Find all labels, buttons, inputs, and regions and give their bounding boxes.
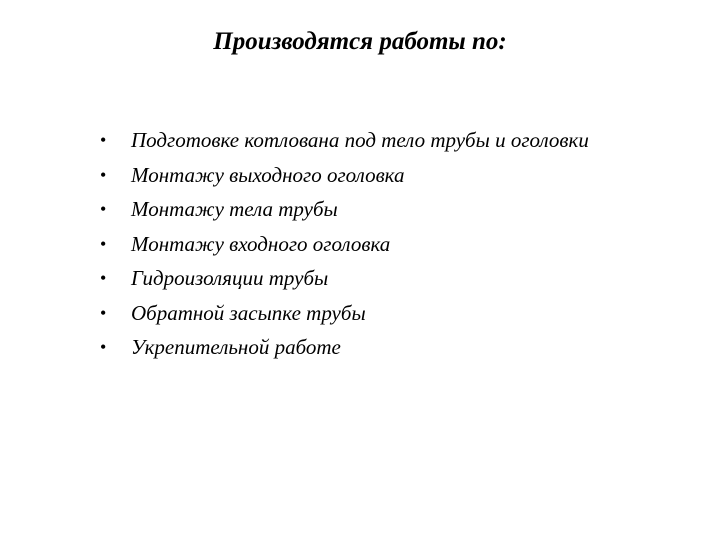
list-item-text: Обратной засыпке трубы <box>131 300 366 325</box>
bullet-icon: • <box>100 164 107 185</box>
bullet-icon: • <box>100 302 107 323</box>
list-item-text: Монтажу входного оголовка <box>131 231 391 256</box>
list-item <box>100 192 700 227</box>
list-item <box>100 123 700 158</box>
bullet-icon: • <box>100 337 107 357</box>
bullet-icon: • <box>100 233 107 254</box>
list-item <box>100 261 700 296</box>
slide-title: Производятся работы по: <box>213 28 507 55</box>
bullet-icon: • <box>100 130 107 150</box>
list-item <box>100 330 700 365</box>
list-item-text: Подготовке котлована под тело трубы и оголовки <box>131 128 589 152</box>
bullet-icon: • <box>100 268 107 288</box>
list-item <box>100 158 700 193</box>
work-list <box>100 123 700 365</box>
list-item-text: Гидроизоляции трубы <box>131 266 329 290</box>
list-item-text: Укрепительной работе <box>131 335 341 359</box>
list-item <box>100 227 700 262</box>
list-item-text: Монтажу выходного оголовка <box>131 162 405 187</box>
bullet-icon: • <box>100 199 107 219</box>
list-item <box>100 296 700 331</box>
list-item-text: Монтажу тела трубы <box>131 197 338 221</box>
